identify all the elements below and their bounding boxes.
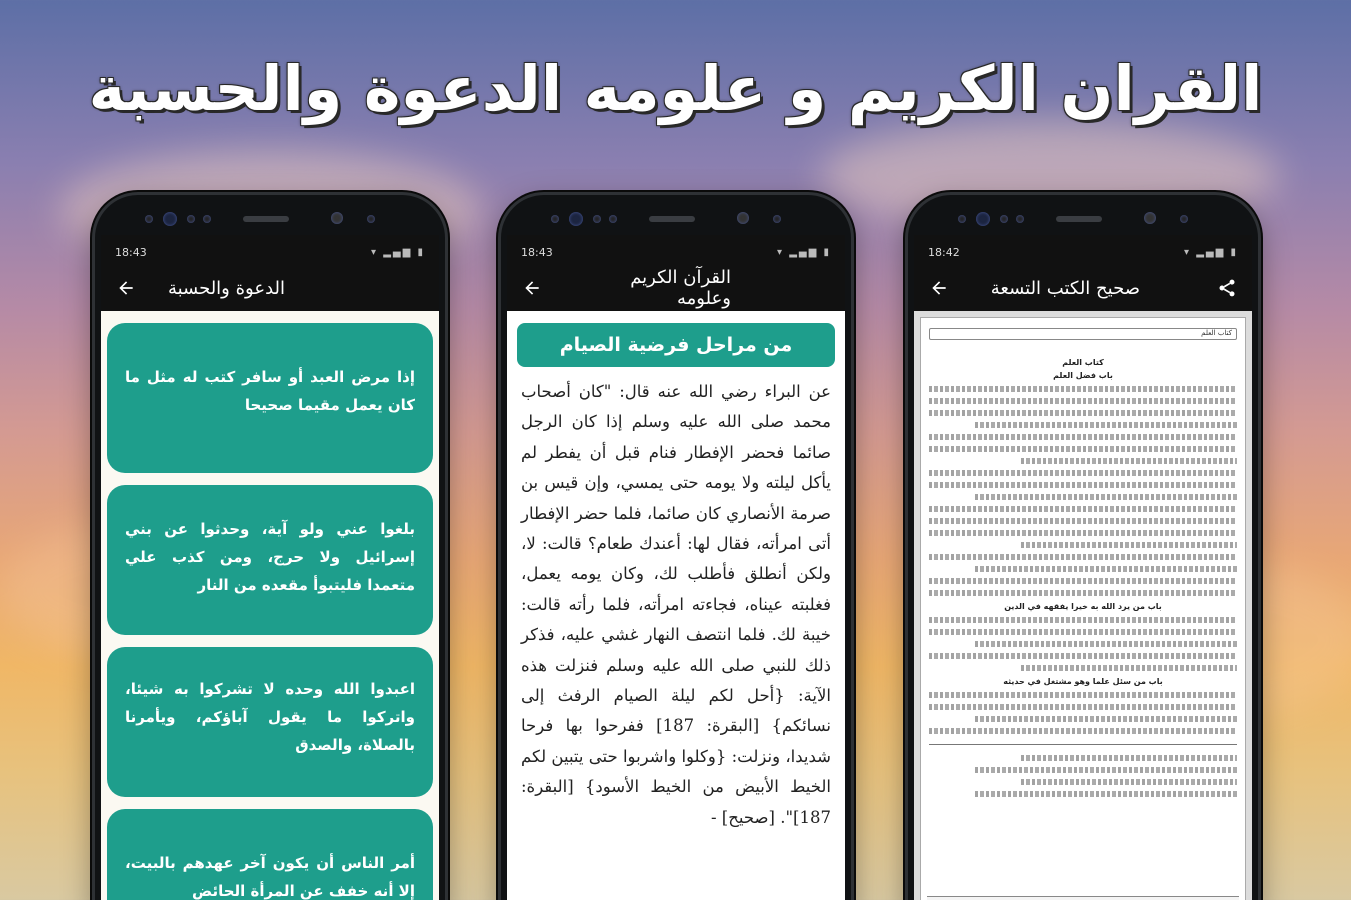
page-section-heading: باب من سئل علما وهو مشتغل في حديثه	[1003, 677, 1163, 686]
text-line	[929, 386, 1237, 392]
book-page-viewer	[914, 311, 1252, 900]
footnote-line	[1021, 755, 1237, 761]
text-line	[929, 653, 1237, 659]
text-line	[929, 446, 1237, 452]
text-line	[1021, 458, 1237, 464]
app-bar-title: صحيح الكتب التسعة	[990, 277, 1140, 299]
article-heading: من مراحل فرضية الصيام	[517, 323, 835, 367]
hadith-card-list	[101, 311, 439, 900]
page-chapter-title: كتاب العلم	[1062, 358, 1104, 367]
text-line	[929, 704, 1237, 710]
sensor-dot	[1000, 215, 1008, 223]
text-line	[975, 641, 1237, 647]
front-camera-icon	[1144, 212, 1156, 224]
page-footer	[927, 896, 1239, 900]
text-line	[1021, 665, 1237, 671]
text-line	[975, 422, 1237, 428]
phone-hadith-books	[905, 192, 1261, 900]
sensor-dot	[593, 215, 601, 223]
page-section-heading: باب من يرد الله به خيرا يفقهه في الدين	[1004, 602, 1162, 611]
footnote-divider	[929, 744, 1237, 745]
sensor-dot	[958, 215, 966, 223]
text-line	[1021, 542, 1237, 548]
text-line	[929, 590, 1237, 596]
sensor-dot	[609, 215, 617, 223]
earpiece-speaker	[1056, 216, 1102, 222]
promo-headline: القران الكريم و علومه الدعوة والحسبة	[88, 52, 1263, 125]
sensor-dot	[1016, 215, 1024, 223]
phone-screen	[914, 235, 1252, 900]
text-line	[929, 530, 1237, 536]
sensor-dot	[551, 215, 559, 223]
hadith-card[interactable]: بلغوا عني ولو آية، وحدثوا عن بني إسرائيل ولا حرج، ومن كذب علي متعمدا فليتبوأ مقعده من النار	[107, 485, 433, 635]
earpiece-speaker	[243, 216, 289, 222]
sensor-dot	[1180, 215, 1188, 223]
status-time: 18:43	[521, 245, 553, 259]
back-arrow-icon[interactable]	[928, 277, 950, 299]
earpiece-speaker	[649, 216, 695, 222]
footnote-line	[975, 767, 1237, 773]
hadith-card[interactable]: أمر الناس أن يكون آخر عهدهم بالبيت، إلا أنه خفف عن المرأة الحائض	[107, 809, 433, 900]
share-icon[interactable]	[1216, 277, 1238, 299]
status-icons: ▾ ▂▄▆ ▮	[371, 246, 425, 258]
text-line	[929, 470, 1237, 476]
text-line	[929, 398, 1237, 404]
book-page[interactable]	[920, 317, 1246, 900]
text-line	[929, 518, 1237, 524]
front-camera-icon	[737, 212, 749, 224]
text-line	[929, 629, 1237, 635]
page-header: كتاب العلم	[929, 328, 1237, 340]
text-line	[929, 554, 1237, 560]
front-camera-icon	[569, 212, 583, 226]
page-section-title: باب فضل العلم	[1053, 371, 1113, 380]
sensor-dot	[203, 215, 211, 223]
back-arrow-icon[interactable]	[521, 277, 543, 299]
front-camera-icon	[163, 212, 177, 226]
sensor-dot	[773, 215, 781, 223]
app-bar-title: الدعوة والحسبة	[167, 277, 285, 299]
app-bar	[101, 269, 439, 311]
footnote-line	[975, 791, 1237, 797]
app-bar-title: القرآن الكريم وعلومه	[630, 267, 731, 309]
text-line	[929, 578, 1237, 584]
text-line	[975, 716, 1237, 722]
phone-top-bezel	[501, 195, 851, 235]
phone-quran	[498, 192, 854, 900]
article-body: عن البراء رضي الله عنه قال: "كان أصحاب محمد صلى الله عليه وسلم إذا كان الرجل صائما فحضر الإفطار فنام قبل أن يفطر لم يأكل ليلته ولا يومه حتى يمسي، وإن قيس بن صرمة الأنصاري كان صائما، فلما حضر الإفطار أتى امرأته، فقال لها: أعندك طعام؟ قالت: لا، ولكن أنطلق فأطلب لك، وكان يومه يعمل، فغلبته عيناه، فجاءته امرأته، فلما رأته قالت: خيبة لك. فلما انتصف النهار غشي عليه، فذكر ذلك للنبي صلى الله عليه وسلم فنزلت هذه الآية: {أحل لكم ليلة الصيام الرفث إلى نسائكم} [البقرة: 187] ففرحوا بها فرحا شديدا، ونزلت: {وكلوا واشربوا حتى يتبين لكم الخيط الأبيض من الخيط الأسود} [البقرة: 187]". [صحيح] -	[521, 382, 832, 827]
status-bar	[507, 235, 845, 269]
phone-top-bezel	[95, 195, 445, 235]
text-line	[929, 692, 1237, 698]
sensor-dot	[367, 215, 375, 223]
text-line	[929, 728, 1237, 734]
text-line	[929, 410, 1237, 416]
text-line	[929, 434, 1237, 440]
text-line	[975, 566, 1237, 572]
status-icons: ▾ ▂▄▆ ▮	[777, 246, 831, 258]
status-icons: ▾ ▂▄▆ ▮	[1184, 246, 1238, 258]
app-bar	[507, 269, 845, 311]
status-bar	[101, 235, 439, 269]
text-line	[929, 482, 1237, 488]
app-bar	[914, 269, 1252, 311]
text-line	[929, 506, 1237, 512]
sensor-dot	[187, 215, 195, 223]
status-time: 18:43	[115, 245, 147, 259]
phone-screen	[507, 235, 845, 900]
front-camera-icon	[976, 212, 990, 226]
hadith-card[interactable]: إذا مرض العبد أو سافر كتب له مثل ما كان يعمل مقيما صحيحا	[107, 323, 433, 473]
footnote-line	[1021, 779, 1237, 785]
phone-dawah	[92, 192, 448, 900]
back-arrow-icon[interactable]	[115, 277, 137, 299]
text-line	[975, 494, 1237, 500]
status-bar	[914, 235, 1252, 269]
sensor-dot	[145, 215, 153, 223]
status-time: 18:42	[928, 245, 960, 259]
text-line	[929, 617, 1237, 623]
phone-screen	[101, 235, 439, 900]
front-camera-icon	[331, 212, 343, 224]
article-reader	[507, 311, 845, 900]
hadith-card[interactable]: اعبدوا الله وحده لا تشركوا به شيئا، واتركوا ما يقول آباؤكم، ويأمرنا بالصلاة، والصدق	[107, 647, 433, 797]
phone-top-bezel	[908, 195, 1258, 235]
